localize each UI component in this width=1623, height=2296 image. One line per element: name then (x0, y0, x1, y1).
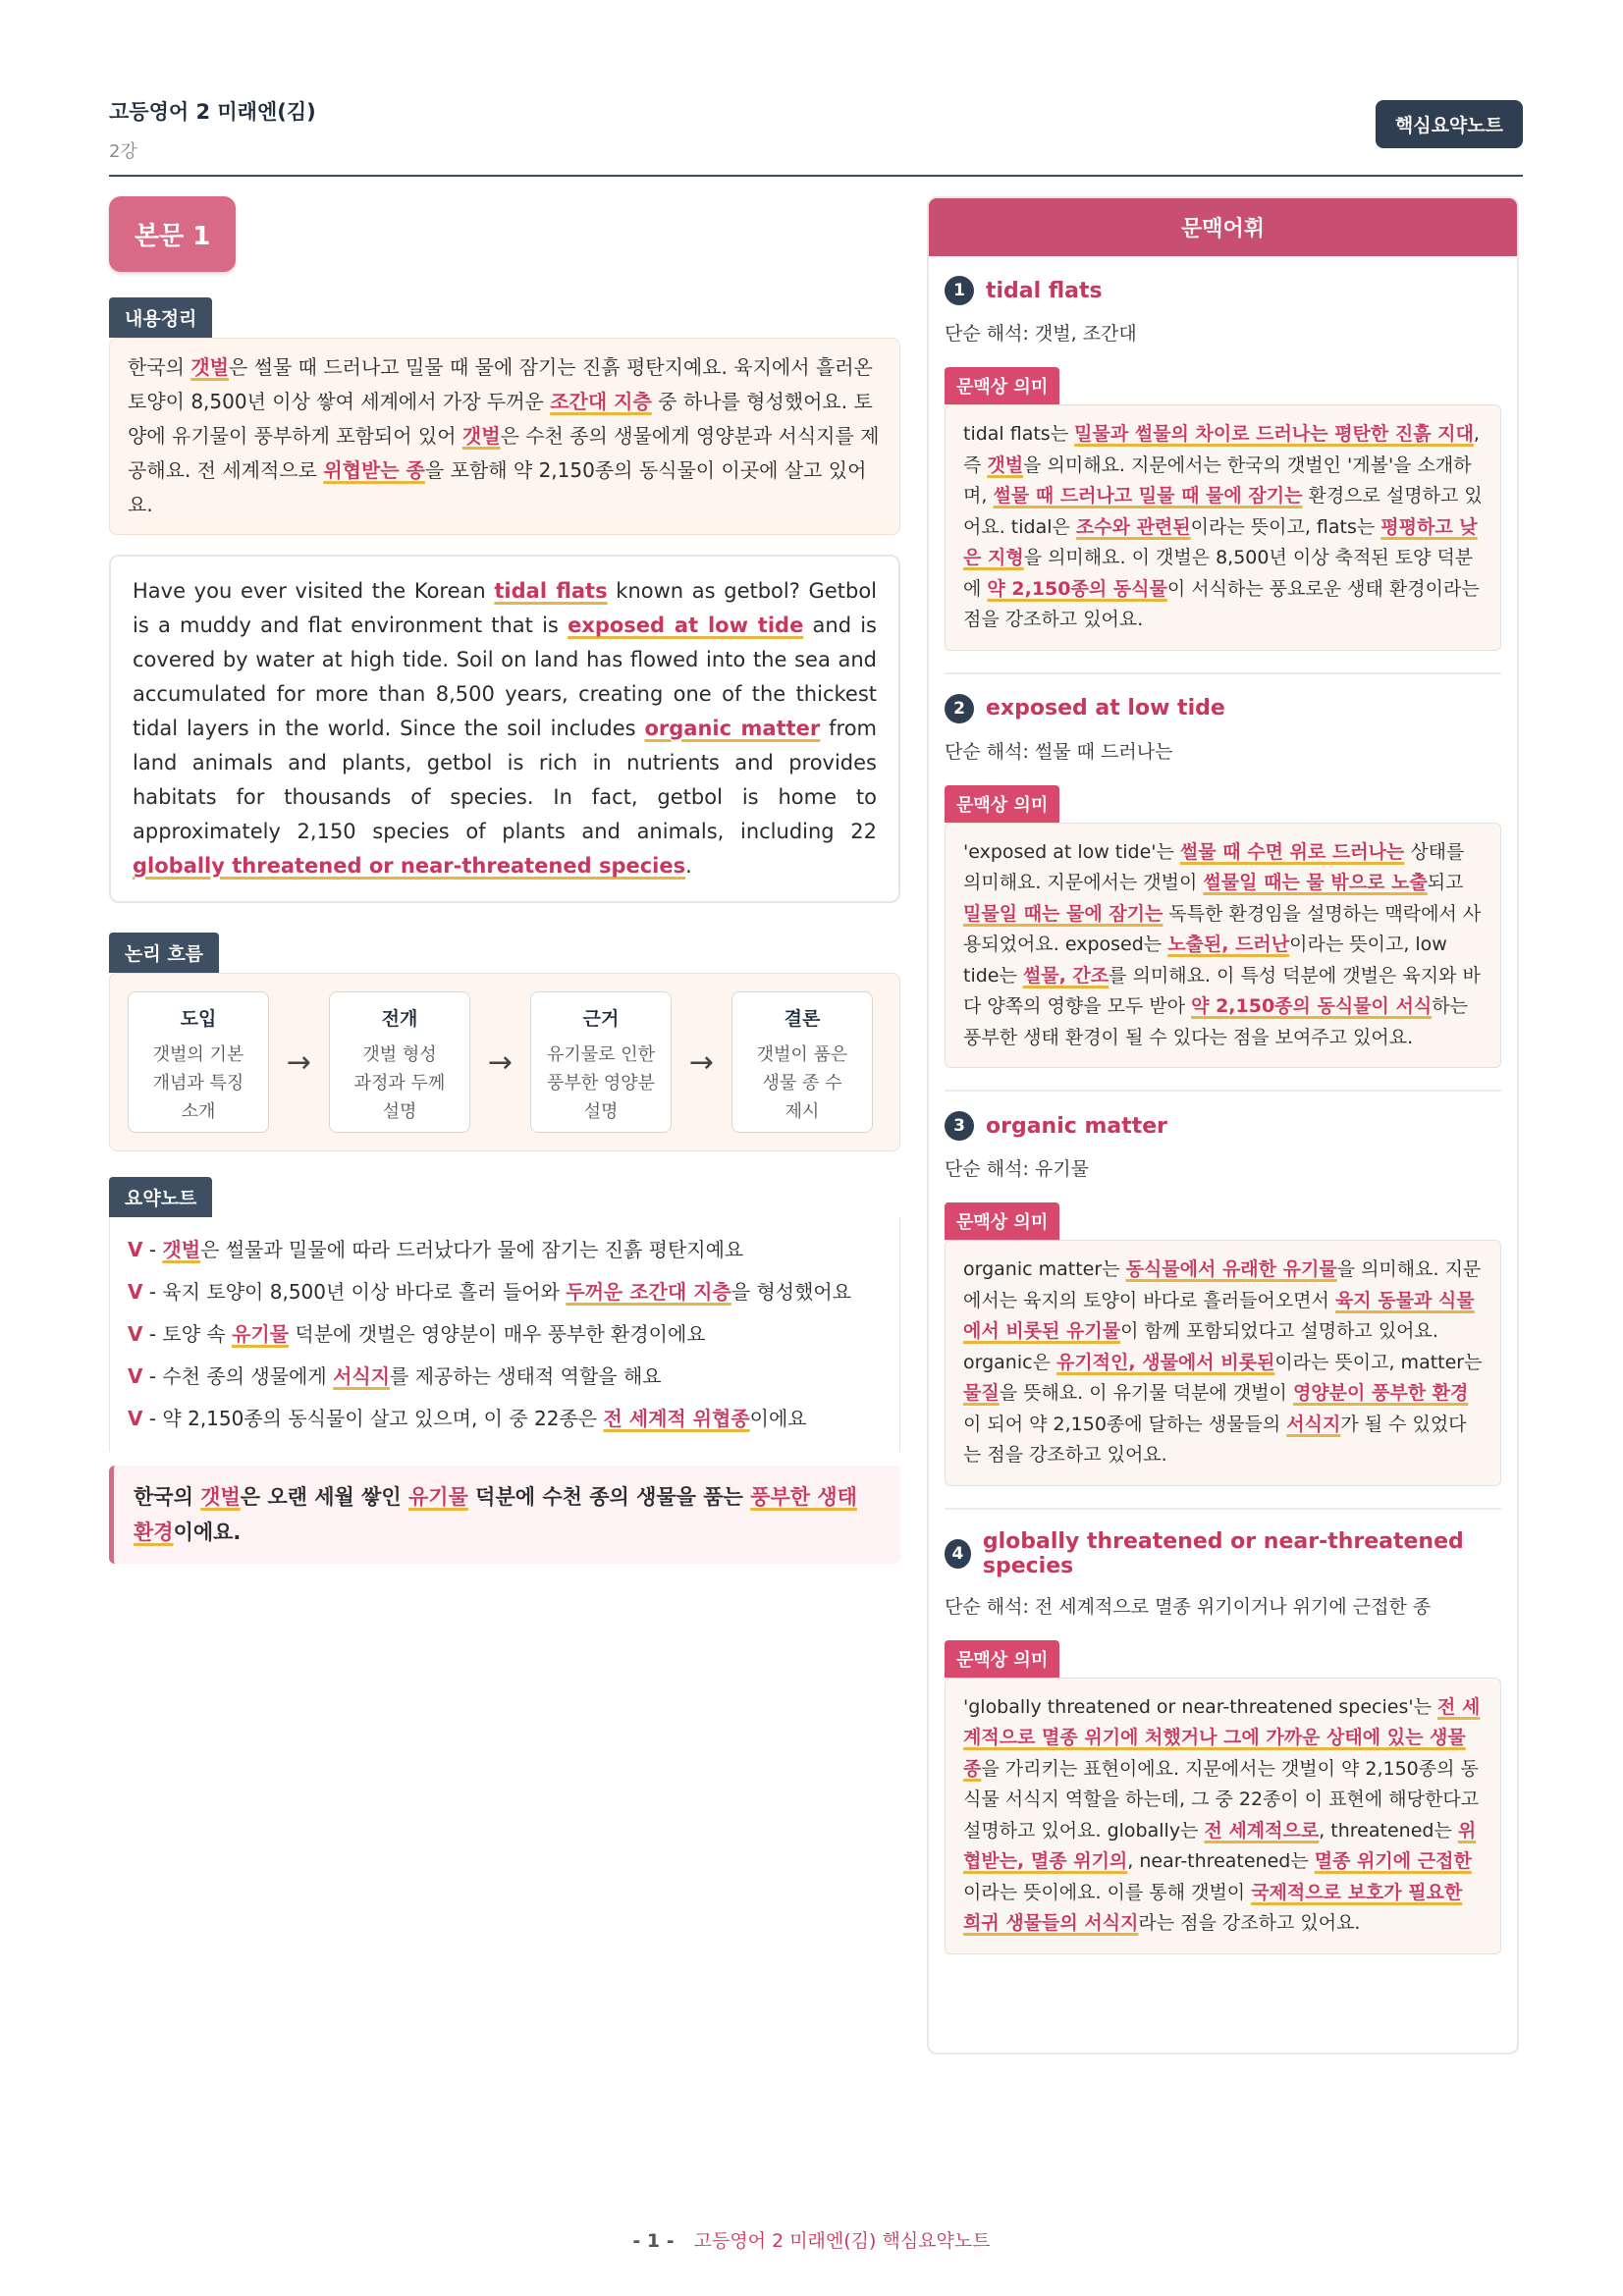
check-mark: V (128, 1238, 143, 1261)
korean-summary (109, 338, 900, 535)
text-run: 은 썰물 때 드러나고 밀물 때 물에 잠기는 진흙 평탄지예요. 육지에서 흘러온 토양이 8,500년 이상 쌓여 세계에서 가장 두꺼운 (128, 355, 873, 413)
highlighted-term: 약 2,150종의 동식물이 서식 (1191, 995, 1433, 1017)
text-run: , 즉 (963, 423, 1480, 476)
flow-step-title: 결론 (784, 1008, 821, 1030)
simple-value: 유기물 (1034, 1158, 1089, 1180)
vocab-item (929, 276, 1517, 674)
text-run: 을 의미해요. 지문에서는 육지의 토양이 바다로 흘러들어오면서 (963, 1258, 1482, 1311)
text-run: - 육지 토양이 8,500년 이상 바다로 흘러 들어와 (142, 1280, 567, 1304)
text-run: , threatened는 (1319, 1819, 1458, 1842)
text-run: organic matter는 (963, 1258, 1126, 1280)
note-badge: 핵심요약노트 (1376, 100, 1523, 148)
note-item (128, 1313, 882, 1356)
divider (945, 1508, 1501, 1510)
highlighted-term: 전 세계적으로 (1204, 1819, 1320, 1842)
vocab-item (929, 694, 1517, 1093)
highlighted-term: 썰물일 때는 물 밖으로 노출 (1203, 872, 1428, 893)
flow-step-line: 설명 (382, 1101, 417, 1122)
divider (945, 672, 1501, 674)
text-run: 을 포함해 약 2,150종의 동식물이 이곳에 살고 있어요. (128, 458, 867, 516)
flow-step-title: 근거 (582, 1008, 620, 1030)
note-text (142, 1322, 705, 1346)
check-mark: V (128, 1364, 143, 1388)
simple-prefix: 단순 해석: (945, 740, 1035, 763)
footer-title: 고등영어 2 미래엔(김) 핵심요약노트 (693, 2230, 991, 2252)
note-text (142, 1364, 661, 1388)
text-run: 를 의미해요. 이 특성 덕분에 갯벌은 육지와 바다 양쪽의 영향을 모두 받아 (963, 964, 1481, 1017)
text-run: 은 오랜 세월 쌓인 (240, 1485, 408, 1509)
flow-step-title: 도입 (180, 1008, 217, 1030)
text-run: 이라는 뜻이에요. 이를 통해 갯벌이 (963, 1881, 1252, 1903)
context-meaning (945, 823, 1501, 1069)
note-text (142, 1280, 851, 1304)
flow-step (530, 991, 672, 1133)
text-run: tidal flats는 (963, 423, 1075, 445)
highlighted-term: 유기물 (408, 1485, 468, 1509)
context-meaning (945, 1678, 1501, 1954)
page-header (109, 96, 1523, 177)
highlighted-term: 전 세계적으로 멸종 위기에 처했거나 그에 가까운 상태에 있는 생물 종 (963, 1695, 1481, 1780)
text-run: known as getbol? Getbol is a muddy and flat environment that is (133, 579, 878, 637)
text-run: Have you ever visited the Korean (133, 579, 495, 603)
simple-prefix: 단순 해석: (945, 1595, 1035, 1618)
text-run: 중 하나를 형성했어요. 토양에 유기물이 풍부하게 포함되어 있어 (128, 390, 873, 448)
text-run: 라는 점을 강조하고 있어요. (1138, 1912, 1361, 1934)
text-run: 은 수천 종의 생물에게 영양분과 서식지를 제공해요. 전 세계적으로 (128, 424, 880, 482)
highlighted-term: 두꺼운 조간대 지층 (566, 1280, 731, 1304)
text-run: 이 서식하는 풍요로운 생태 환경이라는 점을 강조하고 있어요. (963, 577, 1480, 630)
text-run: 하는 풍부한 생태 환경이 될 수 있다는 점을 보여주고 있어요. (963, 995, 1468, 1048)
check-mark: V (128, 1280, 143, 1304)
highlighted-term: 육지 동물과 식물에서 비롯된 유기물 (963, 1289, 1475, 1342)
text-run: 상태를 의미해요. 지문에서는 갯벌이 (963, 840, 1465, 893)
simple-translation (945, 737, 1501, 764)
flow-step-line: 생물 종 수 (762, 1073, 842, 1094)
highlighted-term: exposed at low tide (568, 614, 804, 637)
context-tag: 문맥상 의미 (945, 785, 1059, 823)
highlighted-term: globally threatened or near-threatened species (133, 854, 686, 878)
arrow-right-icon: → (487, 1044, 514, 1080)
simple-value: 썰물 때 드러나는 (1034, 740, 1173, 763)
simple-prefix: 단순 해석: (945, 323, 1035, 345)
flow-step-title: 전개 (381, 1008, 418, 1030)
highlighted-term: 갯벌 (190, 355, 229, 379)
context-meaning (945, 404, 1501, 651)
divider (945, 1090, 1501, 1092)
simple-translation (945, 1154, 1501, 1181)
simple-translation (945, 319, 1501, 346)
highlighted-term: 갯벌 (987, 454, 1024, 476)
text-run: . (685, 854, 692, 878)
check-mark: V (128, 1407, 143, 1430)
item-number: 1 (945, 276, 974, 305)
flow-step (329, 991, 470, 1133)
highlighted-term: 밀물일 때는 물에 잠기는 (963, 902, 1163, 925)
highlighted-term: 썰물 때 드러나고 밀물 때 물에 잠기는 (993, 485, 1303, 507)
context-tag: 문맥상 의미 (945, 1202, 1059, 1240)
context-meaning (945, 1240, 1501, 1486)
simple-value: 전 세계적으로 멸종 위기이거나 위기에 근접한 종 (1034, 1595, 1432, 1618)
highlighted-term: 영양분이 풍부한 환경 (1292, 1382, 1469, 1404)
text-run: 은 썰물과 밀물에 따라 드러났다가 물에 잠기는 진흙 평탄지예요 (200, 1238, 744, 1261)
item-number: 4 (945, 1539, 971, 1569)
text-run: 이라는 뜻이고, matter는 (1274, 1351, 1483, 1373)
document-title: 고등영어 2 미래엔(김) (109, 100, 316, 124)
highlighted-term: 유기물 (232, 1322, 290, 1346)
text-run: 을 형성했어요 (730, 1280, 852, 1304)
arrow-right-icon: → (688, 1044, 715, 1080)
note-item (128, 1229, 882, 1271)
highlighted-term: 밀물과 썰물의 차이로 드러나는 평탄한 진흙 지대 (1074, 423, 1474, 445)
highlighted-term: 평평하고 낮은 지형 (963, 515, 1478, 568)
highlighted-term: 전 세계적 위협종 (603, 1407, 750, 1430)
text-run: 독특한 환경임을 설명하는 맥락에서 사용되었어요. exposed는 (963, 902, 1482, 955)
text-run: - 수천 종의 생물에게 (142, 1364, 334, 1388)
text-run: - 약 2,150종의 동식물이 살고 있으며, 이 중 22종은 (142, 1407, 604, 1430)
highlighted-term: 국제적으로 보호가 필요한 희귀 생물들의 서식지 (963, 1881, 1463, 1934)
text-run: 을 뜻해요. 이 유기물 덕분에 갯벌이 (999, 1382, 1293, 1404)
highlighted-term: 멸종 위기에 근접한 (1314, 1850, 1472, 1872)
flow-step (731, 991, 873, 1133)
flow-step-line: 과정과 두께 (353, 1073, 446, 1094)
item-number: 2 (945, 694, 974, 723)
note-item (128, 1271, 882, 1313)
highlighted-term: 서식지 (333, 1364, 391, 1388)
text-run: 덕분에 수천 종의 생물을 품는 (467, 1485, 751, 1509)
vocab-panel (927, 196, 1519, 2055)
flow-step-line: 갯벌 형성 (362, 1044, 437, 1065)
highlighted-term: 썰물 때 수면 위로 드러나는 (1179, 840, 1405, 863)
flow-step-line: 갯벌의 기본 (152, 1044, 244, 1065)
context-tag: 문맥상 의미 (945, 1640, 1059, 1678)
text-run: 이 되어 약 2,150종에 달하는 생물들의 (963, 1413, 1287, 1435)
text-run: - (142, 1238, 163, 1261)
highlighted-term: 조수와 관련된 (1075, 515, 1191, 538)
english-passage (109, 555, 900, 903)
arrow-right-icon: → (286, 1044, 312, 1080)
text-run: 을 의미해요. 지문에서는 한국의 갯벌인 '게볼'을 소개하며, (963, 454, 1472, 507)
text-run: 한국의 (134, 1485, 201, 1509)
text-run: 환경으로 설명하고 있어요. tidal은 (963, 485, 1483, 538)
lesson-label: 2강 (109, 141, 137, 162)
vocab-term: organic matter (986, 1113, 1168, 1139)
highlighted-term: 풍부한 생태 환경 (134, 1485, 857, 1544)
text-run: 을 가리키는 표현이에요. 지문에서는 갯벌이 약 2,150종의 동식물 서식지 역할을 하는데, 그 중 22종이 이 표현에 해당한다고 설명하고 있어요. globally는 (963, 1757, 1480, 1842)
summary-notes (109, 1217, 900, 1452)
flow-step-line: 개념과 특징 (152, 1073, 244, 1094)
flow-section-label: 논리 흐름 (109, 933, 219, 973)
passage-label: 본문 1 (109, 196, 236, 272)
notes-section-label: 요약노트 (109, 1177, 212, 1217)
text-run: 'globally threatened or near-threatened species'는 (963, 1695, 1437, 1718)
text-run: 이라는 뜻이고, flats는 (1190, 515, 1381, 538)
context-tag: 문맥상 의미 (945, 367, 1059, 404)
text-run: 이라는 뜻이고, low tide는 (963, 934, 1447, 987)
text-run: 덕분에 갯벌은 영양분이 매우 풍부한 환경이에요 (289, 1322, 706, 1346)
text-run: 한국의 (128, 355, 191, 379)
text-run: - 토양 속 (142, 1322, 233, 1346)
text-run: , near-threatened는 (1127, 1850, 1315, 1872)
left-column (109, 196, 900, 1564)
highlighted-term: 조간대 지층 (550, 390, 652, 413)
vocab-panel-title: 문맥어휘 (929, 198, 1517, 256)
highlighted-term: 썰물, 간조 (1022, 964, 1109, 987)
highlighted-term: 약 2,150종의 동식물 (987, 577, 1167, 600)
highlighted-term: tidal flats (494, 579, 608, 603)
vocab-item (929, 1111, 1517, 1510)
summary-section-label: 내용정리 (109, 297, 212, 338)
simple-value: 갯벌, 조간대 (1034, 323, 1137, 345)
text-run: 가 될 수 있었다는 점을 강조하고 있어요. (963, 1413, 1467, 1466)
highlighted-term: 유기적인, 생물에서 비롯된 (1055, 1351, 1275, 1373)
text-run: 이에요. (173, 1521, 242, 1544)
vocab-term: exposed at low tide (986, 696, 1225, 721)
logic-flow (109, 973, 900, 1151)
highlighted-term: 노출된, 드러난 (1167, 934, 1290, 955)
page-footer (0, 2226, 1623, 2253)
highlighted-term: 위협받는 종 (323, 458, 425, 482)
flow-step-line: 설명 (583, 1101, 619, 1122)
flow-step-line: 소개 (181, 1101, 216, 1122)
text-run: 이에요 (749, 1407, 807, 1430)
vocab-term: globally threatened or near-threatened species (982, 1528, 1464, 1578)
highlighted-term: 동식물에서 유래한 유기물 (1125, 1258, 1337, 1280)
flow-step (128, 991, 269, 1133)
text-run: and is covered by water at high tide. Soil on land has flowed into the sea and accumulated for more than 8,500 years, creating one of the thickest tidal layers in the world. Since the soil includes (133, 614, 878, 740)
text-run: 를 제공하는 생태적 역할을 해요 (390, 1364, 662, 1388)
text-run: 이 함께 포함되었다고 설명하고 있어요. organic은 (963, 1320, 1438, 1373)
check-mark: V (128, 1322, 143, 1346)
key-point-callout (109, 1466, 900, 1564)
page-number: - 1 - (632, 2230, 675, 2252)
flow-step-line: 제시 (784, 1101, 820, 1122)
simple-prefix: 단순 해석: (945, 1158, 1035, 1180)
item-number: 3 (945, 1111, 974, 1141)
highlighted-term: 갯벌 (461, 424, 501, 448)
simple-translation (945, 1592, 1501, 1619)
vocab-term: tidal flats (986, 278, 1103, 303)
note-item (128, 1356, 882, 1398)
flow-step-line: 갯벌이 품은 (756, 1044, 848, 1065)
highlighted-term: 서식지 (1286, 1413, 1341, 1435)
text-run: 'exposed at low tide'는 (963, 840, 1180, 863)
text-run: 되고 (1427, 872, 1464, 893)
flow-step-line: 유기물로 인한 (546, 1044, 656, 1065)
text-run: from land animals and plants, getbol is rich in nutrients and provides habitats for thousands of species. In fact, getbol is home to approximately 2,150 species of plants and animals, including 22 (133, 717, 878, 843)
note-text (142, 1407, 806, 1430)
flow-step-line: 풍부한 영양분 (546, 1073, 656, 1094)
note-text (142, 1238, 743, 1261)
highlighted-term: 위협받는, 멸종 위기의 (963, 1819, 1477, 1872)
vocab-item (929, 1529, 1517, 1954)
highlighted-term: 갯벌 (162, 1238, 201, 1261)
note-item (128, 1398, 882, 1440)
highlighted-term: 물질 (963, 1382, 1000, 1404)
highlighted-term: organic matter (644, 717, 821, 740)
text-run: 을 의미해요. 이 갯벌은 8,500년 이상 축적된 토양 덕분에 (963, 547, 1474, 600)
highlighted-term: 갯벌 (200, 1485, 241, 1509)
